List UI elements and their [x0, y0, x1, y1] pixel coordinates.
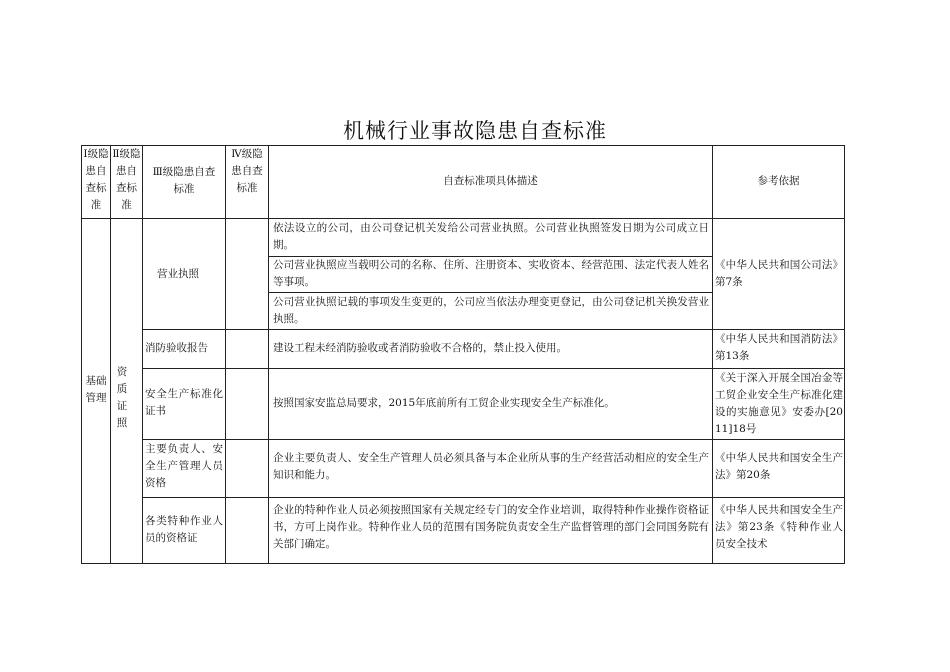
row-description: 公司营业执照记载的事项发生变更的，公司应当依法办理变更登记，由公司登记机关换发营业执照。	[273, 296, 709, 325]
header-reference: 参考依据	[757, 175, 800, 187]
row-level3: 各类特种作业人员的资格证	[145, 515, 223, 544]
row-description: 企业的特种作业人员必须按照国家有关规定经专门的安全作业培训，取得特种作业操作资格证书，方可上岗作业。特种作业人员的范围有国务院负责安全生产监督管理的部门会同国务院有关部门确定。	[273, 504, 709, 550]
page-title: 机械行业事故隐患自查标准	[343, 119, 607, 143]
row-description: 企业主要负责人、安全生产管理人员必须具备与本企业所从事的生产经营活动相应的安全生产知识和能力。	[273, 452, 709, 481]
row-description: 公司营业执照应当载明公司的名称、住所、注册资本、实收资本、经营范围、法定代表人姓名等事项。	[273, 259, 709, 288]
level1-cell: 基础管理	[85, 375, 107, 404]
row-reference: 《关于深入开展全国冶金等工贸企业安全生产标准化建设的实施意见》安委办[2011]18号	[715, 372, 843, 435]
row-reference: 《中华人民共和国安全生产法》第20条	[715, 452, 843, 481]
header-description: 自查标准项具体描述	[443, 175, 538, 187]
row-level3: 安全生产标准化证书	[145, 388, 223, 417]
row-description: 按照国家安监总局要求，2015年底前所有工贸企业实现安全生产标准化。	[273, 397, 615, 409]
row-reference: 《中华人民共和国公司法》第7条	[715, 259, 843, 288]
row-description: 建设工程未经消防验收或者消防验收不合格的，禁止投入使用。	[273, 342, 567, 354]
row-level3: 主要负责人、安全生产管理人员资格	[145, 443, 223, 489]
level2-cell: 资质证照	[116, 366, 128, 429]
header-level1: Ⅰ级隐患自查标准	[83, 148, 109, 211]
row-reference: 《中华人民共和国消防法》 第13条	[715, 333, 843, 362]
row-reference: 《中华人民共和国安全生产法》第23条《特种作业人员安全技术	[715, 504, 843, 550]
row-level3: 营业执照	[157, 268, 199, 280]
row-description: 依法设立的公司，由公司登记机关发给公司营业执照。公司营业执照签发日期为公司成立日期。	[273, 222, 709, 251]
header-level4: Ⅳ级隐患自查标准	[231, 148, 263, 194]
row-level3: 消防验收报告	[145, 342, 208, 354]
header-level2: Ⅱ级隐患自查标准	[112, 148, 141, 211]
header-level3: Ⅲ级隐患自查标准	[152, 166, 216, 195]
